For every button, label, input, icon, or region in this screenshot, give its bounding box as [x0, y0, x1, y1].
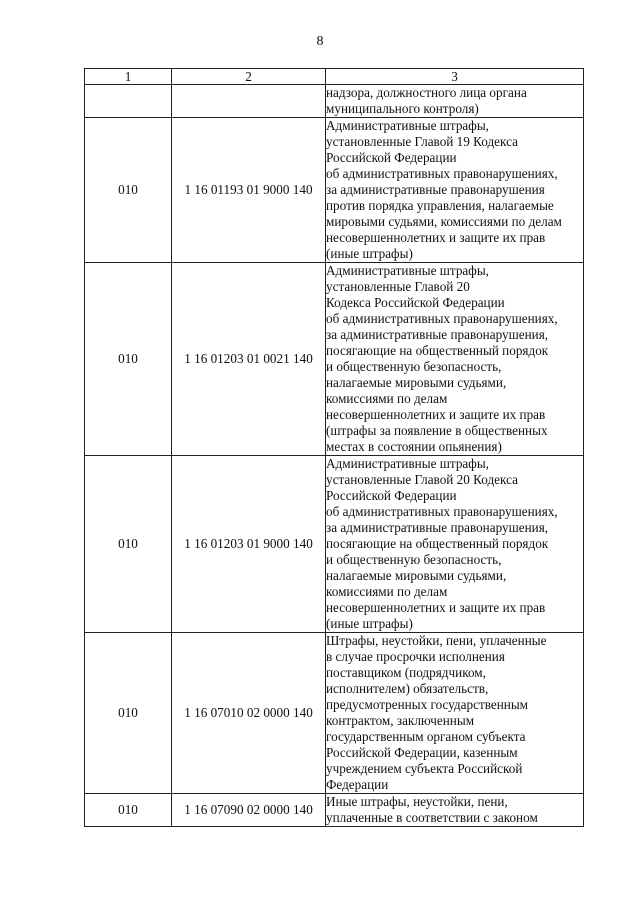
description-line: за административные правонарушения	[326, 182, 545, 197]
budget-classification-code-cell: 1 16 01203 01 9000 140	[172, 456, 326, 633]
description-line: поставщиком (подрядчиком,	[326, 665, 486, 680]
description-line: мировыми судьями, комиссиями по делам	[326, 214, 562, 229]
revenue-codes-table	[84, 68, 584, 827]
description-line: надзора, должностного лица органа	[326, 85, 527, 100]
description-line: посягающие на общественный порядок	[326, 343, 549, 358]
admin-code-cell: 010	[85, 794, 172, 827]
revenue-description-cell	[326, 794, 584, 827]
description-line: налагаемые мировыми судьями,	[326, 375, 507, 390]
revenue-description-cell	[326, 456, 584, 633]
description-line: Российской Федерации	[326, 150, 457, 165]
description-line: комиссиями по делам	[326, 584, 448, 599]
table-header-row	[85, 69, 584, 85]
revenue-description-cell	[326, 633, 584, 794]
description-line: Иные штрафы, неустойки, пени,	[326, 794, 508, 809]
description-line: Кодекса Российской Федерации	[326, 295, 505, 310]
description-line: Административные штрафы,	[326, 456, 489, 471]
description-line: несовершеннолетних и защите их прав	[326, 407, 546, 422]
revenue-description-cell	[326, 263, 584, 456]
description-line: (штрафы за появление в общественных	[326, 423, 548, 438]
description-line: и общественную безопасность,	[326, 359, 502, 374]
description-line: учреждением субъекта Российской	[326, 761, 523, 776]
description-line: несовершеннолетних и защите их прав	[326, 600, 546, 615]
budget-classification-code-cell: 1 16 01203 01 0021 140	[172, 263, 326, 456]
budget-classification-code-cell: 1 16 07010 02 0000 140	[172, 633, 326, 794]
description-line: Административные штрафы,	[326, 263, 489, 278]
description-line: Штрафы, неустойки, пени, уплаченные	[326, 633, 547, 648]
table-row	[85, 118, 584, 263]
description-line: комиссиями по делам	[326, 391, 448, 406]
budget-classification-code-cell: 1 16 07090 02 0000 140	[172, 794, 326, 827]
table-body	[85, 85, 584, 827]
description-line: Федерации	[326, 777, 389, 792]
description-line: государственным органом субъекта	[326, 729, 526, 744]
revenue-description-cell	[326, 85, 584, 118]
description-line: (иные штрафы)	[326, 616, 413, 631]
column-header-3: 3	[326, 69, 584, 85]
description-line: исполнителем) обязательств,	[326, 681, 489, 696]
admin-code-cell: 010	[85, 118, 172, 263]
description-line: установленные Главой 20 Кодекса	[326, 472, 518, 487]
description-line: муниципального контроля)	[326, 101, 479, 116]
description-line: об административных правонарушениях,	[326, 166, 558, 181]
table-row	[85, 633, 584, 794]
table-row	[85, 456, 584, 633]
description-line: несовершеннолетних и защите их прав	[326, 230, 546, 245]
description-line: установленные Главой 19 Кодекса	[326, 134, 518, 149]
description-line: Административные штрафы,	[326, 118, 489, 133]
description-line: уплаченные в соответствии с законом	[326, 810, 538, 825]
description-line: за административные правонарушения,	[326, 520, 549, 535]
description-line: местах в состоянии опьянения)	[326, 439, 502, 454]
budget-classification-code-cell: 1 16 01193 01 9000 140	[172, 118, 326, 263]
description-line: предусмотренных государственным	[326, 697, 529, 712]
table-row	[85, 794, 584, 827]
description-line: контрактом, заключенным	[326, 713, 475, 728]
description-line: установленные Главой 20	[326, 279, 470, 294]
description-line: и общественную безопасность,	[326, 552, 502, 567]
admin-code-cell: 010	[85, 456, 172, 633]
description-line: об административных правонарушениях,	[326, 504, 558, 519]
description-line: посягающие на общественный порядок	[326, 536, 549, 551]
column-header-1: 1	[85, 69, 172, 85]
column-header-2: 2	[172, 69, 326, 85]
revenue-description-cell	[326, 118, 584, 263]
table-row	[85, 85, 584, 118]
admin-code-cell	[85, 85, 172, 118]
description-line: за административные правонарушения,	[326, 327, 549, 342]
description-line: об административных правонарушениях,	[326, 311, 558, 326]
description-line: в случае просрочки исполнения	[326, 649, 505, 664]
description-line: Российской Федерации, казенным	[326, 745, 518, 760]
admin-code-cell: 010	[85, 263, 172, 456]
description-line: против порядка управления, налагаемые	[326, 198, 554, 213]
description-line: налагаемые мировыми судьями,	[326, 568, 507, 583]
description-line: Российской Федерации	[326, 488, 457, 503]
description-line: (иные штрафы)	[326, 246, 413, 261]
budget-classification-code-cell	[172, 85, 326, 118]
table-row	[85, 263, 584, 456]
page-number: 8	[316, 34, 324, 49]
admin-code-cell: 010	[85, 633, 172, 794]
